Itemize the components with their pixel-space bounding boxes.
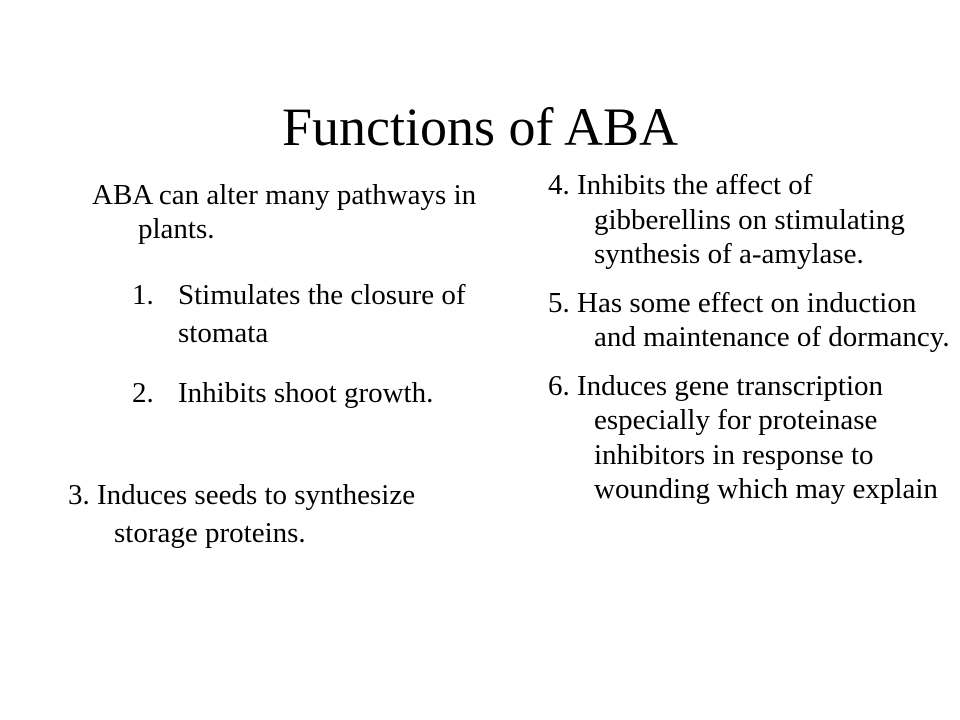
list-item-3: 3. Induces seeds to synthesize storage proteins.: [68, 479, 416, 549]
list-number: 1.: [132, 279, 154, 311]
slide-title: Functions of ABA: [281, 97, 679, 157]
list-item-5: 5. Has some effect on induction and maintenance of dormancy.: [548, 286, 950, 353]
list-text: Stimulates the closure of stomata: [178, 279, 466, 349]
list-item-4: 4. Inhibits the affect of gibberellins on stimulating synthesis of a-amylase.: [548, 169, 905, 270]
list-item: [132, 276, 472, 352]
list-text: Inhibits shoot growth.: [178, 377, 434, 409]
intro-text: ABA can alter many pathways in plants.: [92, 179, 477, 245]
list-item: [132, 374, 472, 412]
right-column: [548, 168, 953, 521]
list-number: 2.: [132, 377, 154, 409]
list-item-6: 6. Induces gene transcription especially for proteinase inhibitors in response to wounding which may explain: [548, 369, 938, 505]
